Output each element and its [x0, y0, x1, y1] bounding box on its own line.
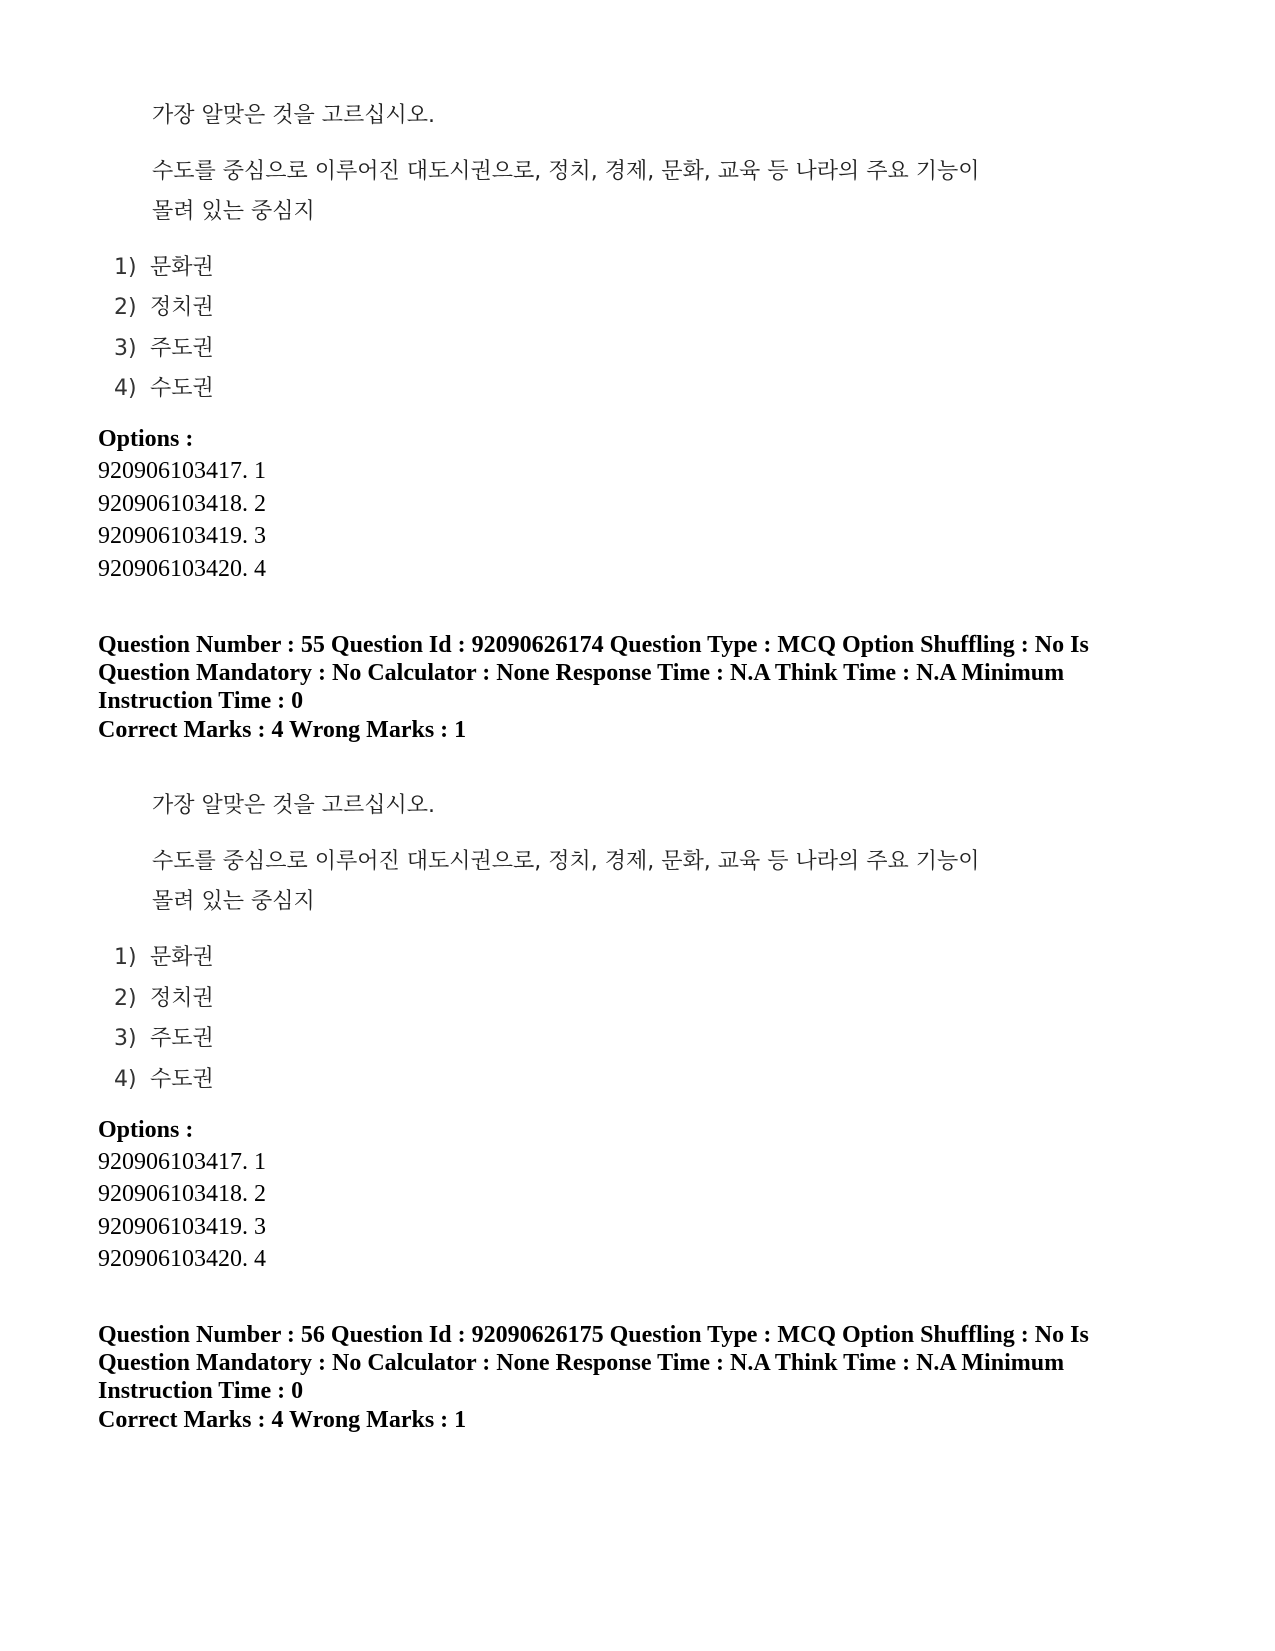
- options-label: Options :: [98, 1117, 194, 1143]
- options-label: Options :: [98, 426, 194, 452]
- choice-number: 2): [114, 295, 137, 320]
- question-marks: Correct Marks : 4 Wrong Marks : 1: [98, 1407, 467, 1433]
- choice-item: [114, 981, 214, 1012]
- choice-text: 수도권: [150, 376, 214, 401]
- question-passage-line: 몰려 있는 중심지: [152, 199, 315, 224]
- choice-text: 정치권: [150, 295, 214, 320]
- option-line: 920906103419. 3: [98, 523, 266, 549]
- choice-item: [114, 250, 214, 281]
- question-marks: Correct Marks : 4 Wrong Marks : 1: [98, 717, 467, 743]
- choice-item: [114, 290, 214, 321]
- question-passage-line: 수도를 중심으로 이루어진 대도시권으로, 정치, 경제, 문화, 교육 등 나라의 주요 기능이: [152, 159, 980, 184]
- option-line: 920906103417. 1: [98, 1149, 266, 1175]
- choice-text: 주도권: [150, 336, 214, 361]
- choice-text: 주도권: [150, 1026, 214, 1051]
- choice-number: 4): [114, 1067, 137, 1092]
- question-meta-header: Question Number : 55 Question Id : 92090626174 Question Type : MCQ Option Shuffling : No Is Question Mandatory : No Calculator : None Response Time : N.A Think Time : N.A Minimum Instruction Time : 0: [98, 632, 1089, 714]
- choice-item: [114, 371, 214, 402]
- choice-text: 수도권: [150, 1067, 214, 1092]
- question-instruction: 가장 알맞은 것을 고르십시오.: [152, 793, 435, 818]
- option-line: 920906103420. 4: [98, 556, 266, 582]
- choice-item: [114, 331, 214, 362]
- choice-item: [114, 940, 214, 971]
- choice-number: 1): [114, 255, 137, 280]
- question-passage-line: 몰려 있는 중심지: [152, 889, 315, 914]
- choice-number: 1): [114, 945, 137, 970]
- choice-text: 문화권: [150, 255, 214, 280]
- option-line: 920906103418. 2: [98, 1181, 266, 1207]
- choice-number: 2): [114, 986, 137, 1011]
- choice-item: [114, 1021, 214, 1052]
- choice-text: 정치권: [150, 986, 214, 1011]
- choice-item: [114, 1062, 214, 1093]
- option-line: 920906103420. 4: [98, 1246, 266, 1272]
- option-line: 920906103419. 3: [98, 1214, 266, 1240]
- option-line: 920906103417. 1: [98, 458, 266, 484]
- choice-number: 3): [114, 336, 137, 361]
- choice-number: 3): [114, 1026, 137, 1051]
- choice-number: 4): [114, 376, 137, 401]
- choice-text: 문화권: [150, 945, 214, 970]
- option-line: 920906103418. 2: [98, 491, 266, 517]
- question-meta-header: Question Number : 56 Question Id : 92090626175 Question Type : MCQ Option Shuffling : No Is Question Mandatory : No Calculator : None Response Time : N.A Think Time : N.A Minimum Instruction Time : 0: [98, 1322, 1089, 1404]
- question-passage-line: 수도를 중심으로 이루어진 대도시권으로, 정치, 경제, 문화, 교육 등 나라의 주요 기능이: [152, 849, 980, 874]
- question-instruction: 가장 알맞은 것을 고르십시오.: [152, 103, 435, 128]
